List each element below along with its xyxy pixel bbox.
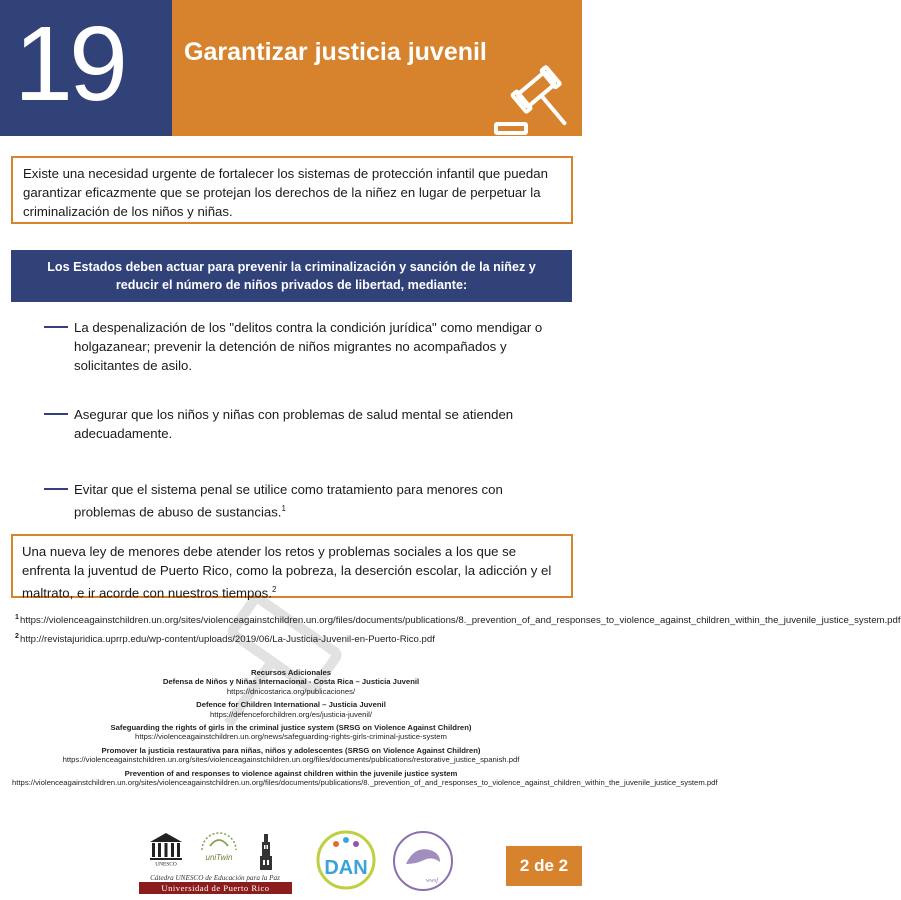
reference-item [15, 632, 575, 647]
wwsf-logo-icon [392, 830, 454, 892]
footnote-marker: 1 [281, 504, 286, 513]
section-number: 19 [14, 5, 124, 123]
bullet-text: Evitar que el sistema penal se utilice como tratamiento para menores con problemas de abuso de sustancias. [74, 482, 503, 520]
title-block [172, 0, 582, 136]
footnote-marker: 2 [271, 585, 277, 594]
wwsf-text: wwsf [425, 878, 439, 884]
reference-number: 1 [15, 614, 19, 621]
reference-number: 2 [15, 633, 19, 640]
law-text: Una nueva ley de menores debe atender los retos y problemas sociales a los que se enfrenta la juventud de Puerto Rico, como la pobreza, la deserción escolar, la adicción y el maltrato, e ir acorde con nuestros tiempos. [22, 544, 552, 601]
dash-marker [44, 413, 68, 415]
unesco-text: UNESCO [155, 861, 177, 868]
resources-heading: Recursos Adicionales [250, 668, 332, 677]
reference-item [15, 613, 901, 628]
dash-marker [44, 326, 68, 328]
additional-resources [6, 668, 718, 788]
reference-link[interactable]: https://violenceagainstchildren.un.org/sites/violenceagainstchildren.un.org/files/documents/publications/8._prevention_of_and_responses_to_violence_against_children_within_the_juvenile_justice_system.pdf [20, 615, 901, 626]
resource-link[interactable]: https://violenceagainstchildren.un.org/news/safeguarding-rights-girls-criminal-justice-system [135, 732, 447, 742]
resource-title: Prevention of and responses to violence against children within the juvenile justice system [124, 768, 458, 778]
header [0, 0, 582, 136]
page-title: Garantizar justicia juvenil [184, 38, 487, 66]
bullet-item [44, 480, 564, 521]
banner-line-1: Los Estados deben actuar para prevenir la criminalización y sanción de la niñez y [47, 260, 536, 274]
dan-text: DAN [324, 857, 368, 879]
unitwin-text: uniTwin [205, 853, 233, 862]
bullet-item [44, 318, 564, 375]
resource-title: Defensa de Niños y Niñas Internacional - Costa Rica – Justicia Juvenil [162, 677, 420, 687]
references [15, 613, 901, 647]
bullet-text: La despenalización de los "delitos contra la condición jurídica" como mendigar o holgazanear; prevenir la detención de niños migrantes no acompañados y solicitantes de asilo. [74, 320, 543, 373]
page-indicator: 2 de 2 [506, 846, 582, 886]
intro-text: Existe una necesidad urgente de fortalecer los sistemas de protección infantil que puedan garantizar eficazmente que se protejan los derechos de la niñez en lugar de perpetuar la criminalización de los niños y niñas. [23, 166, 548, 219]
footer-logos [0, 820, 582, 900]
reference-link[interactable]: http://revistajuridica.uprrp.edu/wp-content/uploads/2019/06/La-Justicia-Juvenil-en-Puerto-Rico.pdf [20, 634, 435, 645]
resource-title: Promover la justicia restaurativa para niñas, niños y adolescentes (SRSG on Violence Against Children) [101, 745, 481, 755]
dash-marker [44, 488, 68, 490]
unesco-logo-icon [148, 832, 184, 866]
unitwin-logo-icon [196, 826, 242, 872]
action-banner [11, 250, 572, 302]
resource-link[interactable]: https://defenceforchildren.org/es/justicia-juvenil/ [210, 709, 372, 719]
dan-logo-icon [314, 830, 378, 894]
resource-link[interactable]: https://dnicostarica.org/publicaciones/ [226, 686, 356, 696]
resource-link[interactable]: https://violenceagainstchildren.un.org/sites/violenceagainstchildren.un.org/files/documents/publications/8._prevention_of_and_responses_to_violence_against_children_within_the_juvenile_justice_system.pdf [12, 778, 718, 788]
number-block [0, 0, 172, 136]
resource-title: Safeguarding the rights of girls in the criminal justice system (SRSG on Violence Against Children) [110, 723, 472, 733]
law-box [11, 534, 573, 601]
upr-tower-icon [258, 832, 274, 872]
university-label: Universidad de Puerto Rico [139, 882, 292, 894]
intro-box [11, 156, 573, 224]
catedra-label: Cátedra UNESCO de Educación para la Paz [150, 874, 280, 882]
resource-title: Defence for Children International – Justicia Juvenil [196, 700, 386, 710]
bullet-text: Asegurar que los niños y niñas con problemas de salud mental se atienden adecuadamente. [74, 407, 514, 441]
resource-link[interactable]: https://violenceagainstchildren.un.org/sites/violenceagainstchildren.un.org/files/documents/publications/restorative_justice_spanish.pdf [62, 755, 520, 765]
banner-line-2: reducir el número de niños privados de libertad, mediante: [115, 278, 468, 292]
gavel-icon [492, 68, 574, 136]
bullet-item [44, 405, 564, 443]
